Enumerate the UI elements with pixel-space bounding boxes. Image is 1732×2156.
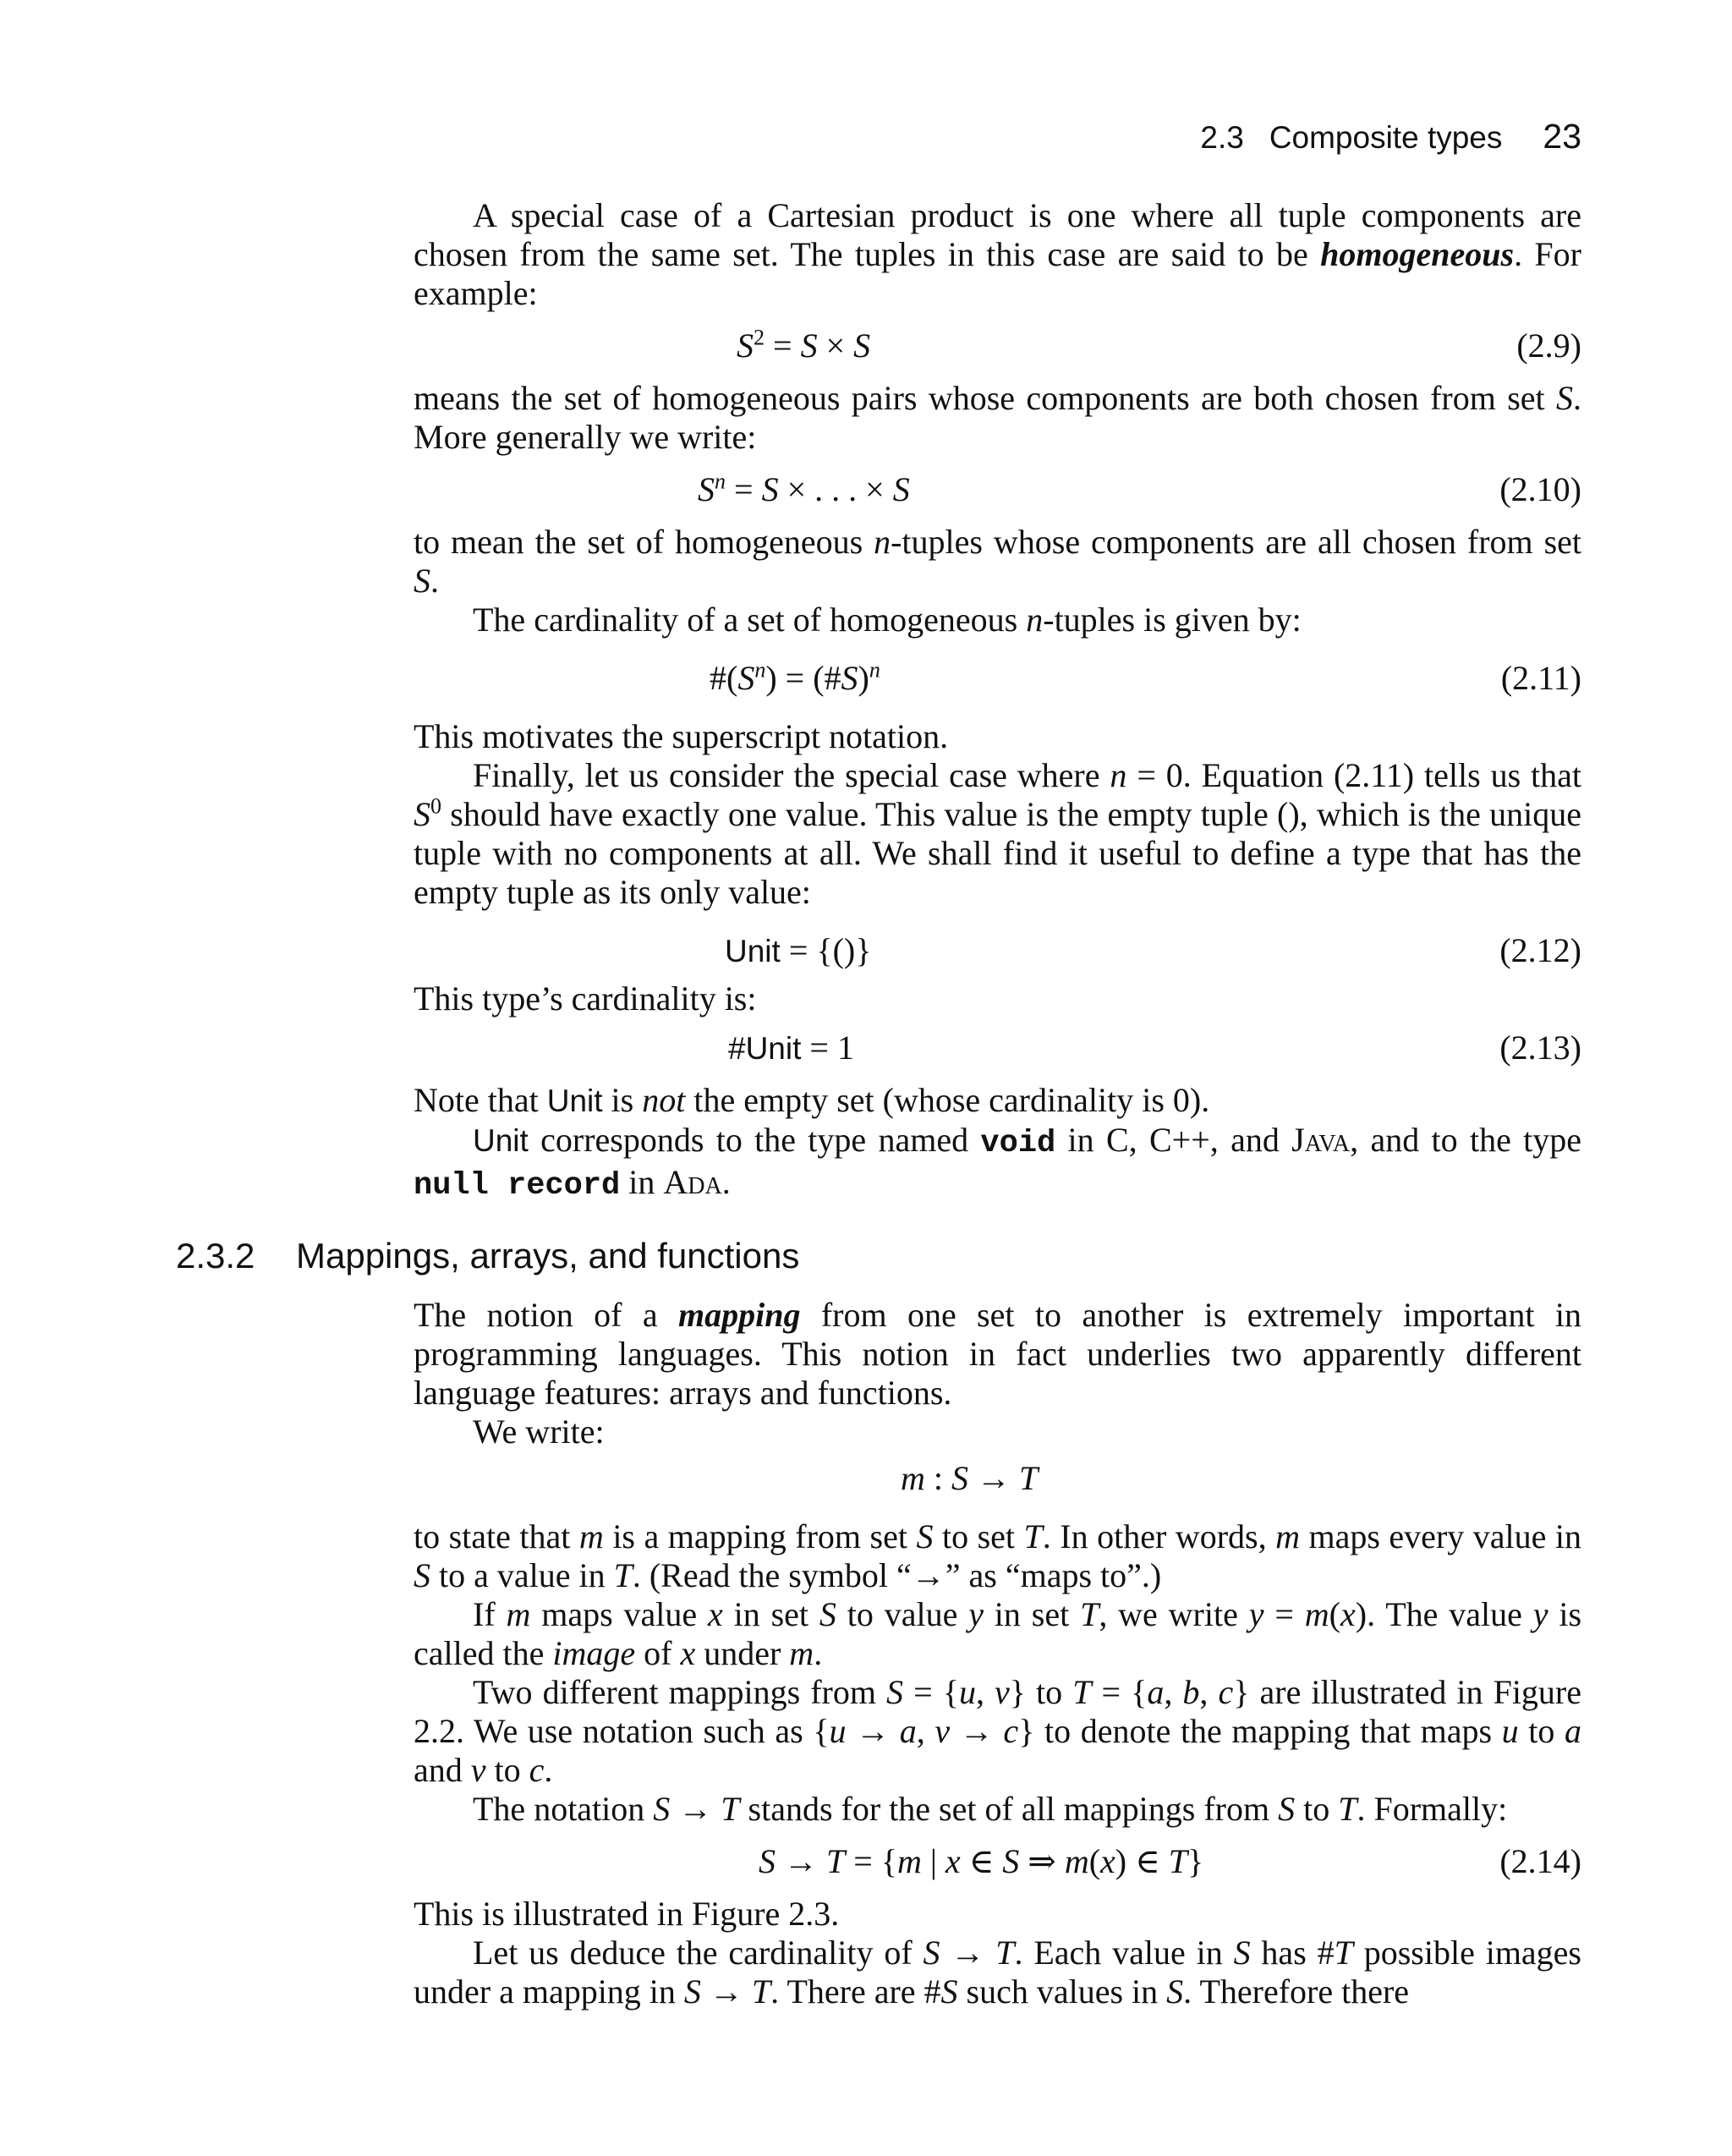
equation-2-14 (414, 1829, 1581, 1895)
text: . (544, 1751, 553, 1789)
text: , and to the type (1350, 1121, 1581, 1159)
paragraph: Two different mappings from S = {u, v} to T = {a, b, c} are illustrated in Figure 2.2. We use notation such as {u → a, v → c} to denote the mapping that maps u to a and v to c. (414, 1673, 1582, 1789)
text: = 1 (801, 1029, 854, 1067)
text: The notation (473, 1790, 654, 1828)
equation-body: m : S → T (901, 1459, 1039, 1497)
paragraph: to mean the set of homogeneous n-tuples whose components are all chosen from set S. (414, 523, 1582, 600)
defined-term: homogeneous (1320, 235, 1515, 273)
equation-2-11 (414, 639, 1581, 717)
paragraph: Let us deduce the cardinality of S → T. Each value in S has #T possible images under a mapping in S → T. There are #S such values in S. Therefore there (414, 1934, 1582, 2011)
text: . There are (770, 1972, 924, 2011)
text: in (620, 1163, 664, 1201)
paragraph (414, 1121, 1581, 1205)
text: to (485, 1751, 529, 1789)
upper-body-text (414, 196, 1581, 1205)
text: . The value (1367, 1595, 1533, 1633)
text: . Each value in (1014, 1934, 1234, 1972)
text: The notion of a (414, 1296, 678, 1334)
text: Two different mappings from (473, 1673, 887, 1711)
subsection-number: 2.3.2 (176, 1236, 255, 1275)
paragraph: If m maps value x in set S to value y in set T, we write y = m(x). The value y is called the image of x under m. (414, 1595, 1582, 1672)
subsection-heading (176, 1231, 799, 1281)
paragraph: to state that m is a mapping from set S to set T. In other words, m maps every value in S to a value in T. (Read the symbol “→” as “maps to”.) (414, 1517, 1582, 1594)
text: under (695, 1634, 790, 1672)
text: to mean the set of homogeneous (414, 523, 874, 561)
text: is called the (414, 1595, 1582, 1672)
text: , we write (1099, 1595, 1249, 1633)
text: -tuples is given by: (1043, 601, 1302, 639)
text: in set (983, 1595, 1081, 1633)
type-name: Unit (546, 1083, 603, 1118)
code-keyword: void (980, 1126, 1056, 1161)
text: is a mapping from set (603, 1517, 917, 1555)
defined-term: mapping (677, 1296, 801, 1334)
text: The cardinality of a set of homogeneous (473, 601, 1027, 639)
text: Finally, let us consider the special case where (473, 756, 1110, 794)
text: to state that (414, 1517, 579, 1555)
paragraph: This motivates the superscript notation. (414, 717, 949, 755)
paragraph (414, 1081, 1581, 1121)
text: to set (933, 1517, 1024, 1555)
subsection-title: Mappings, arrays, and functions (296, 1236, 800, 1275)
equation-body: $\#(S^n)$ = (#S)$^n$ (710, 657, 880, 697)
text: = 0. Equation (2.11) tells us that (1137, 756, 1582, 794)
text: is (602, 1081, 643, 1119)
text: . Formally: (1357, 1790, 1508, 1828)
lower-body-text (414, 1296, 1581, 2011)
running-head (1200, 117, 1581, 156)
text: to a value in (430, 1556, 614, 1594)
text: = {()} (780, 931, 872, 969)
paragraph: Finally, let us consider the special case where n = 0. Equation (2.11) tells us that $S^0$ should have exactly one value. This value is the empty tuple (), which is the unique tuple with no components at all. We shall find it useful to define a type that has the empty tuple as its only value: (414, 756, 1582, 911)
code-keyword: null record (414, 1168, 621, 1204)
text: stands for the set of all mappings from (739, 1790, 1279, 1828)
text: A special case of a Cartesian product is one where all tuple components are chosen from the same set. The tuples in this case are said to be (414, 196, 1581, 273)
text: If (473, 1595, 507, 1633)
paragraph: The cardinality of a set of homogeneous n-tuples is given by: (473, 601, 1302, 639)
text: and (414, 1751, 471, 1789)
text: . Therefore there (1183, 1972, 1410, 2011)
text: . (Read the symbol “→” as “maps to”.) (632, 1556, 1162, 1594)
text: to (1295, 1790, 1339, 1828)
text: to (1518, 1712, 1565, 1750)
equation-number: (2.9) (1516, 326, 1581, 365)
equation-body: S → T = {m | x ∈ S ⇒ m(x) ∈ T} (759, 1842, 1204, 1880)
text: . For example: (414, 235, 1581, 312)
text: of (635, 1634, 681, 1672)
text: to (1025, 1673, 1073, 1711)
equation-number: (2.14) (1499, 1842, 1581, 1880)
equation-2-9 (414, 313, 1581, 379)
text: such values in (957, 1972, 1167, 2011)
text: has (1250, 1934, 1318, 1972)
emphasis: not (642, 1081, 686, 1119)
paragraph: The notation S → T stands for the set of all mappings from S to T. Formally: (473, 1790, 1508, 1828)
text: maps every value in (1299, 1517, 1582, 1555)
language-name: Java (1291, 1121, 1351, 1159)
paragraph (414, 196, 1581, 313)
equation-number: (2.13) (1499, 1029, 1581, 1067)
text: to value (836, 1595, 969, 1633)
type-name: #Unit (728, 1031, 802, 1066)
type-name: Unit (725, 934, 781, 968)
text: maps value (530, 1595, 709, 1633)
language-name: Ada (663, 1163, 722, 1201)
text: . More generally we write: (414, 379, 1581, 456)
text: to denote the mapping that maps (1034, 1712, 1502, 1750)
paragraph: We write: (473, 1413, 605, 1451)
equation-number: (2.10) (1499, 470, 1581, 508)
type-name: Unit (473, 1123, 529, 1158)
text: means the set of homogeneous pairs whose components are both chosen from set (414, 379, 1556, 417)
equation-body: $S^2 = S \times S$ (737, 325, 871, 365)
paragraph-row (414, 979, 1581, 1029)
paragraph: This is illustrated in Figure 2.3. (414, 1895, 840, 1933)
text: . In other words, (1042, 1517, 1276, 1555)
equation-number: (2.12) (1499, 931, 1581, 969)
text: the empty set (whose cardinality is 0). (685, 1081, 1210, 1119)
page-number: 23 (1543, 117, 1581, 156)
text: in set (722, 1595, 819, 1633)
text: . (814, 1634, 823, 1672)
running-head-section-title: Composite types (1269, 120, 1503, 155)
text: -tuples whose components are all chosen from set (891, 523, 1582, 561)
text: from one set to another is extremely important in programming languages. This notion in fact underlies two apparently different language features: arrays and functions. (414, 1296, 1581, 1412)
text: in C, C++, and (1055, 1121, 1292, 1159)
text: Note that (414, 1081, 547, 1119)
text: Let us deduce the cardinality of (473, 1934, 924, 1972)
paragraph: means the set of homogeneous pairs whose components are both chosen from set S. More generally we write: (414, 379, 1581, 456)
text: are illustrated in Figure 2.2. We use notation such as (414, 1673, 1582, 1750)
equation-number: (2.11) (1500, 659, 1581, 697)
equation-body: $S^n = S$ × . . . × S (698, 469, 910, 508)
text: . (430, 562, 439, 600)
equation-2-10 (414, 457, 1581, 523)
text: possible images under a mapping in (414, 1934, 1582, 2011)
paragraph (414, 1296, 1581, 1413)
equation-mapping (414, 1451, 1581, 1506)
text: . (721, 1163, 731, 1201)
equation-2-12 (414, 912, 1581, 990)
text: corresponds to the type named (528, 1121, 981, 1159)
text: should have exactly one value. This value is the empty tuple (), which is the unique tuple with no components at all. We shall find it useful to define a type that has the empty tuple as its only value: (414, 795, 1581, 911)
running-head-section-number: 2.3 (1200, 120, 1244, 155)
paragraph: This type’s cardinality is: (414, 979, 757, 1018)
emphasis: image (552, 1634, 636, 1672)
